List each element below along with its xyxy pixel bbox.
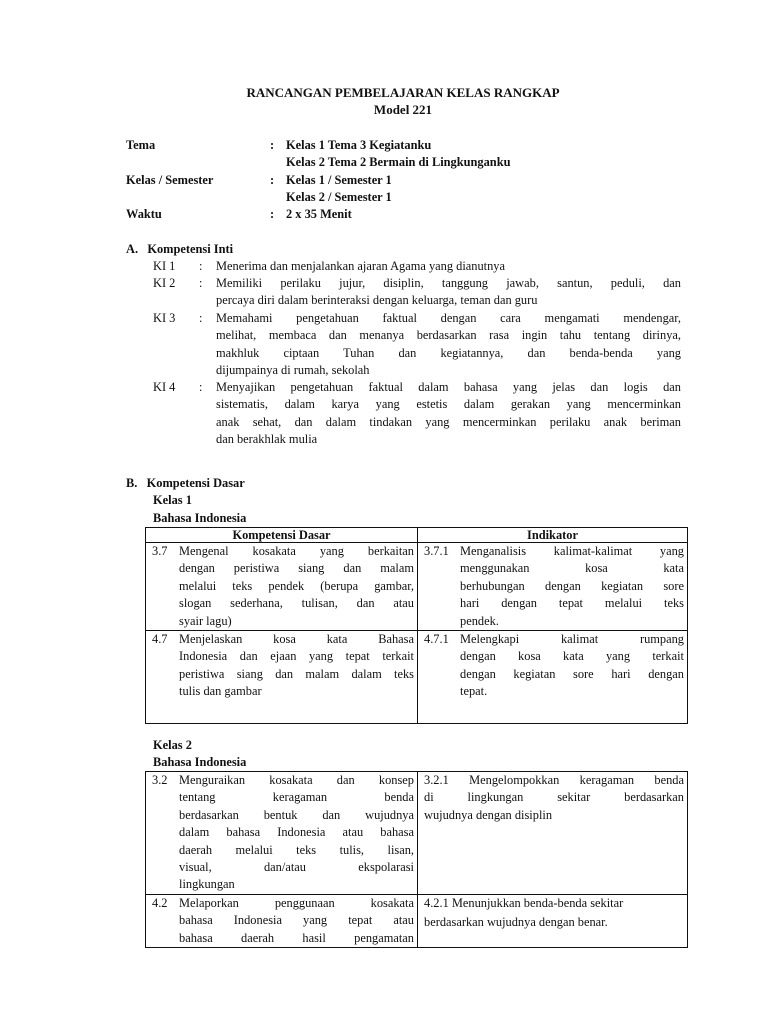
ki-line: Memahami pengetahuan faktual dengan cara mengamati mendengar, — [216, 311, 681, 325]
kd-line: syair lagu) — [179, 613, 232, 628]
indikator-line: Melengkapi kalimat rumpang — [460, 632, 684, 647]
ki-line: anak sehat, dan dalam tindakan yang mencerminkan perilaku anak beriman — [216, 414, 681, 429]
table-row — [146, 631, 688, 724]
kd-cell — [146, 543, 418, 631]
indikator-line: 4.2.1 Menunjukkan benda-benda sekitar — [424, 895, 624, 910]
indikator-line: hari dengan tepat melalui teks — [460, 596, 684, 611]
indikator-cell — [418, 543, 688, 631]
kd-line: Menjelaskan kosa kata Bahasa — [179, 632, 414, 647]
table-row — [146, 543, 688, 631]
kelas-2-kd-table — [145, 771, 688, 948]
kd-cell — [146, 894, 418, 947]
info-label-tema: Tema — [126, 138, 156, 152]
indikator-cell — [418, 772, 688, 895]
info-value: 2 x 35 Menit — [286, 207, 352, 221]
ki-line: dan berakhlak mulia — [216, 432, 318, 447]
kd-cell — [146, 631, 418, 724]
indikator-cell — [418, 894, 688, 947]
kd-line: daerah melalui teks tulis, lisan, — [179, 842, 414, 857]
info-value: Kelas 2 Tema 2 Bermain di Lingkunganku — [286, 155, 511, 169]
document-title: RANCANGAN PEMBELAJARAN KELAS RANGKAP — [246, 85, 560, 100]
kd-line: Menguraikan kosakata dan konsep — [179, 773, 414, 787]
kd-number: 4.2 — [152, 895, 168, 910]
table-row — [146, 894, 688, 947]
table-header-kompetensi-dasar: Kompetensi Dasar — [146, 528, 418, 543]
kelas-1-subject: Bahasa Indonesia — [153, 511, 247, 525]
section-a-heading: A. Kompetensi Inti — [126, 242, 234, 256]
indikator-line: di lingkungan sekitar berdasarkan — [424, 790, 684, 805]
ki-label: KI 3 — [153, 311, 176, 325]
section-b-heading: B. Kompetensi Dasar — [126, 476, 245, 490]
indikator-line: berhubungan dengan kegiatan sore — [460, 578, 684, 593]
kelas-1-label: Kelas 1 — [153, 493, 192, 507]
ki-label: KI 1 — [153, 259, 176, 273]
kd-line: dengan peristiwa siang dan malam — [179, 561, 414, 576]
table-header-row — [146, 528, 688, 543]
indikator-line: wujudnya dengan disiplin — [424, 807, 553, 822]
ki-line: melihat, membaca dan menanya berdasarkan rasa ingin tahu tentang dirinya, — [216, 328, 681, 343]
ki-line: Menerima dan menjalankan ajaran Agama yang dianutnya — [216, 259, 506, 273]
kd-line: tentang keragaman benda — [179, 790, 414, 805]
ki-line: makhluk ciptaan Tuhan dan kegiatannya, dan benda-benda yang — [216, 345, 681, 360]
kd-number: 3.2 — [152, 773, 168, 787]
kd-line: visual, dan/atau ekspolarasi — [179, 860, 414, 875]
info-label-kelas-semester: Kelas / Semester — [126, 173, 214, 187]
info-value: Kelas 1 Tema 3 Kegiatanku — [286, 138, 432, 152]
ki-line: dijumpainya di rumah, sekolah — [216, 363, 370, 378]
ki-text — [216, 258, 681, 275]
info-colon: : — [270, 173, 275, 187]
info-label-waktu: Waktu — [126, 207, 162, 221]
kelas-2-subject: Bahasa Indonesia — [153, 755, 247, 769]
indikator-line: 3.2.1 Mengelompokkan keragaman benda — [424, 773, 684, 787]
ki-colon: : — [199, 380, 203, 394]
ki-text — [216, 310, 681, 380]
ki-label: KI 4 — [153, 380, 176, 394]
info-colon: : — [270, 138, 275, 152]
ki-line: sistematis, dalam karya yang estetis dalam gerakan yang mencerminkan — [216, 397, 681, 412]
kd-line: Melaporkan penggunaan kosakata — [179, 895, 414, 910]
kd-number: 4.7 — [152, 632, 168, 647]
document-subtitle: Model 221 — [373, 102, 433, 117]
ki-line: Memiliki perilaku jujur, disiplin, tanggung jawab, santun, peduli, dan — [216, 276, 681, 290]
kd-line: Mengenal kosakata yang berkaitan — [179, 544, 414, 558]
indikator-line: tepat. — [460, 684, 488, 699]
info-colon: : — [270, 207, 275, 221]
kd-line: tulis dan gambar — [179, 684, 262, 699]
indikator-line: pendek. — [460, 613, 499, 628]
kd-line: lingkungan — [179, 877, 235, 892]
indikator-line: dengan kegiatan sore hari dengan — [460, 666, 684, 681]
kd-line: peristiwa siang dan malam dalam teks — [179, 666, 414, 681]
kd-line: berdasarkan bentuk dan wujudnya — [179, 807, 414, 822]
kelas-2-label: Kelas 2 — [153, 738, 192, 752]
indikator-line: dengan kosa kata yang terkait — [460, 649, 684, 664]
indikator-number: 4.7.1 — [424, 632, 449, 647]
kd-line: melalui teks pendek (berupa gambar, — [179, 578, 414, 593]
indikator-line: Menganalisis kalimat-kalimat yang — [460, 544, 684, 558]
kelas-1-kd-table — [145, 527, 688, 724]
ki-text — [216, 379, 681, 449]
ki-line: Menyajikan pengetahuan faktual dalam bahasa yang jelas dan logis dan — [216, 380, 681, 394]
kd-number: 3.7 — [152, 544, 168, 558]
kd-line: bahasa daerah hasil pengamatan — [179, 930, 414, 945]
indikator-line: berdasarkan wujudnya dengan benar. — [424, 915, 608, 930]
info-value: Kelas 1 / Semester 1 — [286, 173, 392, 187]
indikator-line: menggunakan kosa kata — [460, 561, 684, 576]
ki-line: percaya diri dalam berinteraksi dengan keluarga, teman dan guru — [216, 293, 538, 308]
kd-line: bahasa Indonesia yang tepat atau — [179, 913, 414, 928]
ki-text — [216, 275, 681, 310]
table-header-indikator: Indikator — [418, 528, 688, 543]
kd-line: Indonesia dan ejaan yang tepat terkait — [179, 649, 414, 664]
table-row — [146, 772, 688, 895]
ki-colon: : — [199, 259, 203, 273]
kd-line: dalam bahasa Indonesia atau bahasa — [179, 825, 414, 840]
indikator-cell — [418, 631, 688, 724]
ki-label: KI 2 — [153, 276, 176, 290]
info-value: Kelas 2 / Semester 1 — [286, 190, 392, 204]
ki-colon: : — [199, 276, 203, 290]
kd-cell — [146, 772, 418, 895]
indikator-number: 3.7.1 — [424, 544, 449, 558]
kd-line: slogan sederhana, tulisan, dan atau — [179, 596, 414, 611]
ki-colon: : — [199, 311, 203, 325]
